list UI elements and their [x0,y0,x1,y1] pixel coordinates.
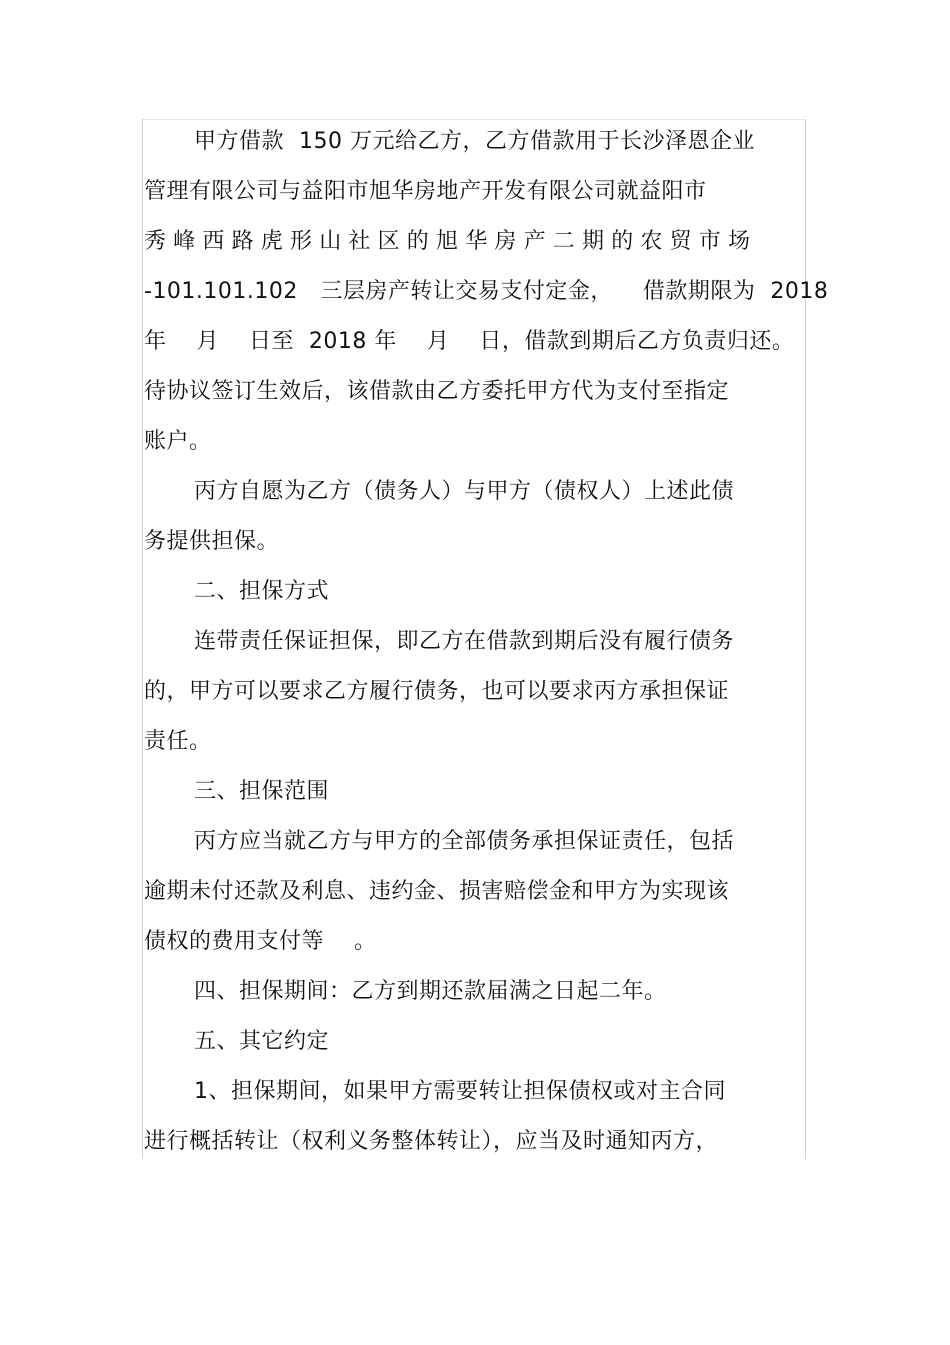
text-line: -101.101.102 三层房产转让交易支付定金， 借款期限为 2018 [144,279,829,304]
text-line: 的，甲方可以要求乙方履行债务，也可以要求丙方承担保证 [144,679,730,704]
text-line: 甲方借款 150 万元给乙方，乙方借款用于长沙泽恩企业 [194,129,755,154]
section-heading: 二、担保方式 [194,579,330,604]
text-line: 责任。 [144,729,212,754]
text-line: 丙方应当就乙方与甲方的全部债务承担保证责任，包括 [194,829,735,854]
text-line: 秀峰西路虎形山社区的旭华房产二期的农贸市场 [144,229,758,254]
section-heading: 四、担保期间：乙方到期还款届满之日起二年。 [194,979,667,1004]
text-line: 年 月 日至 2018 年 月 日，借款到期后乙方负责归还。 [144,329,795,354]
text-line: 连带责任保证担保，即乙方在借款到期后没有履行债务 [194,629,735,654]
text-line: 1、担保期间，如果甲方需要转让担保债权或对主合同 [194,1079,726,1104]
text-line: 逾期未付还款及利息、违约金、损害赔偿金和甲方为实现该 [144,879,730,904]
text-line: 待协议签订生效后，该借款由乙方委托甲方代为支付至指定 [144,379,730,404]
text-line: 务提供担保。 [144,529,280,554]
text-line: 债权的费用支付等 。 [144,929,377,954]
section-heading: 五、其它约定 [194,1029,330,1054]
text-line: 管理有限公司与益阳市旭华房地产开发有限公司就益阳市 [144,179,707,204]
text-line: 进行概括转让（权利义务整体转让），应当及时通知丙方， [144,1129,719,1154]
text-line: 账户。 [144,429,212,454]
section-heading: 三、担保范围 [194,779,330,804]
text-line: 丙方自愿为乙方（债务人）与甲方（债权人）上述此债 [194,479,735,504]
